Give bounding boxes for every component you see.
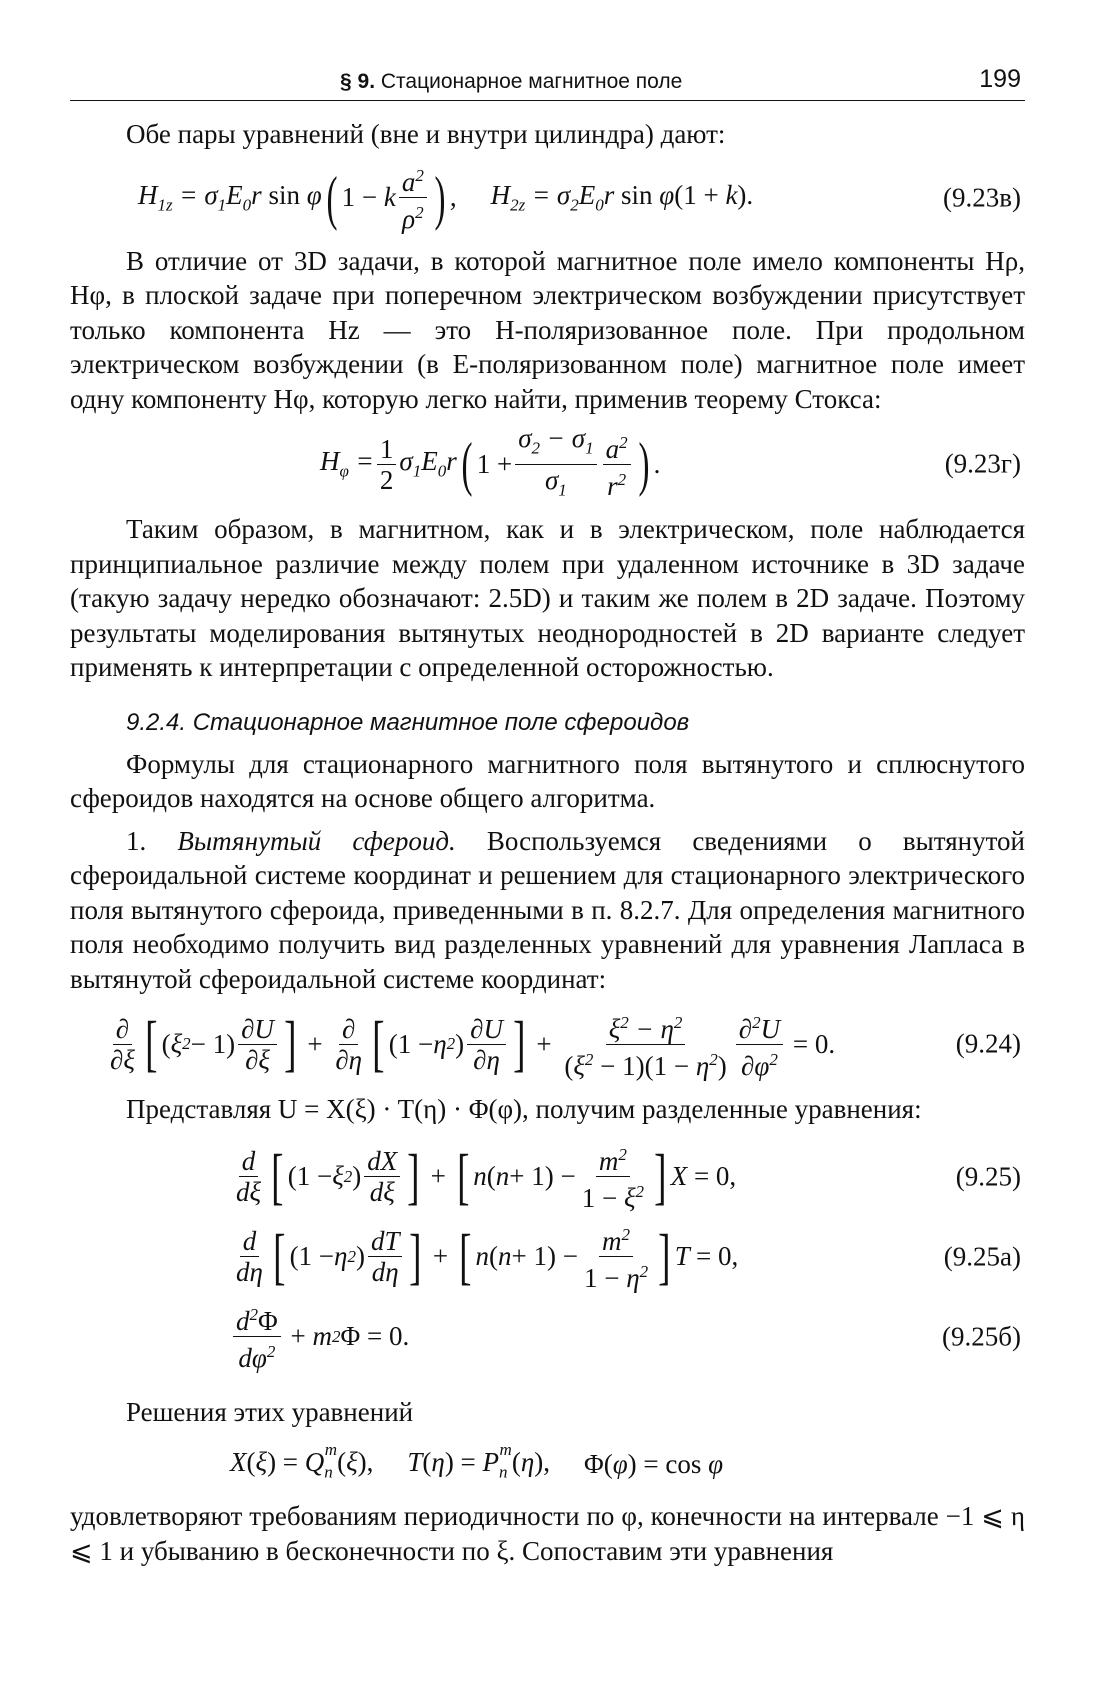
paragraph-3: Таким образом, в магнитном, как и в электрическом, поле наблюдается принципиальное различие между полем при удаленном источнике в 3D задаче (такую задачу нередко обозначают: 2.5D) и таким же полем в 2D задаче. Поэтому результаты моделирования вытянутых неоднородностей в 2D варианте следует применять к интерпретации с определенной осторожностью. bbox=[70, 514, 1025, 682]
equation-number: (9.23г) bbox=[944, 448, 1021, 479]
equation-9-25b: $\frac{d^2\Phi}{d\varphi^2}$ + m 2 Φ = 0. (9.25б) bbox=[70, 1297, 1025, 1377]
paragraph-5-text: Воспользуемся сведениями о вытянутой сфероидальной системе координат и решением для стационарного электрического поля вытянутого сфероида, приведенными в п. 8.2.7. Для определения магнитного поля необходимо получить вид разделенных уравнений для уравнения Лапласа в вытянутой сфероидальной системе координат: bbox=[70, 825, 1025, 994]
equation-number: (9.23в) bbox=[943, 182, 1021, 212]
equation-9-25a: $\frac{d}{d\eta}$ [ (1 − η 2 ) $\frac{dT}{d\eta}$ ] + [ n ( n + 1) − $\frac{m^2}{1 - \eta^2}$ ] T = 0, (9.25а) bbox=[70, 1217, 1025, 1297]
equation-9-24: $\frac{\partial}{\partial\xi}$ [ ( ξ 2 − 1) $\frac{\partial U}{\partial\xi}$ ] + $\frac{\partial}{\partial\eta}$ [ (1 − η 2 ) $\frac{\partial U}{\partial\eta}$ ] + $\frac{\xi^2 - \eta^2}{(\xi^2 - 1)(1 - \eta^2)}$ $\frac{\partial^2U}{\partial\varphi^2}$ = 0. (9.24) bbox=[70, 996, 1025, 1092]
header-title-text: Стационарное магнитное поле bbox=[380, 70, 683, 93]
equation-number: (9.24) bbox=[955, 1028, 1021, 1059]
paragraph-1: Обе пары уравнений (вне и внутри цилиндра) дают: bbox=[126, 119, 726, 149]
book-page bbox=[70, 60, 1025, 1568]
page-number: 199 bbox=[979, 65, 1021, 93]
paragraph-8: удовлетворяют требованиям периодичности по φ, конечности на интервале −1 ⩽ η ⩽ 1 и убыванию в бесконечности по ξ. Сопоставим эти уравнения bbox=[70, 1501, 1025, 1566]
paragraph-7: Решения этих уравнений bbox=[126, 1396, 414, 1427]
paragraph-5-italic-lead: Вытянутый сфероид. bbox=[177, 825, 456, 856]
separated-equations bbox=[70, 1137, 1025, 1377]
equation-number: (9.25) bbox=[955, 1161, 1021, 1191]
section-heading: 9.2.4. Стационарное магнитное поле сфероидов bbox=[126, 708, 690, 736]
header-section-number: § 9. bbox=[340, 70, 376, 93]
equation-number: (9.25б) bbox=[942, 1321, 1021, 1351]
equation-number: (9.25а) bbox=[943, 1241, 1021, 1271]
paragraph-5 bbox=[70, 824, 1025, 997]
paragraph-6: Представляя U = X(ξ) · T(η) · Φ(φ), получим разделенные уравнения: bbox=[126, 1094, 922, 1124]
equation-9-25: $\frac{d}{d\xi}$ [ (1 − ξ 2 ) $\frac{dX}{d\xi}$ ] + [ n ( n + 1) − $\frac{m^2}{1 - \xi^2}$ ] X = 0, (9.25) bbox=[70, 1137, 1025, 1217]
paragraph-2: В отличие от 3D задачи, в которой магнитное поле имело компоненты Hρ, Hφ, в плоской задаче при поперечном электрическом возбуждении присутствует только компонента Hz — это H-поляризованное поле. При продольном электрическом возбуждении (в E-поляризованном поле) магнитное поле имеет одну компоненту Hφ, которую легко найти, применив теорему Стокса: bbox=[70, 245, 1025, 414]
running-header bbox=[70, 60, 1025, 101]
paragraph-4: Формулы для стационарного магнитного поля вытянутого и сплюснутого сфероидов находятся на основе общего алгоритма. bbox=[70, 748, 1025, 813]
equation-solutions: $X(\xi) = Q_n^m(\xi)$, $T(\eta) = P_n^m(\eta)$, Φ(φ) = cos φ bbox=[230, 1439, 724, 1482]
header-title bbox=[340, 70, 682, 94]
list-number: 1. bbox=[126, 825, 178, 856]
equation-9-23g: $H_\varphi$ = $\frac{1}{2}$ $\sigma_1E_0r$ ( 1 + $\frac{\sigma_2 - \sigma_1}{\sigma_1}$ $\frac{a^2}{r^2}$ ) . (9.23г) bbox=[320, 423, 1021, 501]
equation-9-23v: $H_{1z} = \sigma_1E_0r$ sin φ ( 1 − k $\frac{a^2}{\rho^2}$ ) , $H_{2z} = \sigma_2E_0r$ sin φ(1 + k). (9.23в) bbox=[70, 152, 1025, 244]
